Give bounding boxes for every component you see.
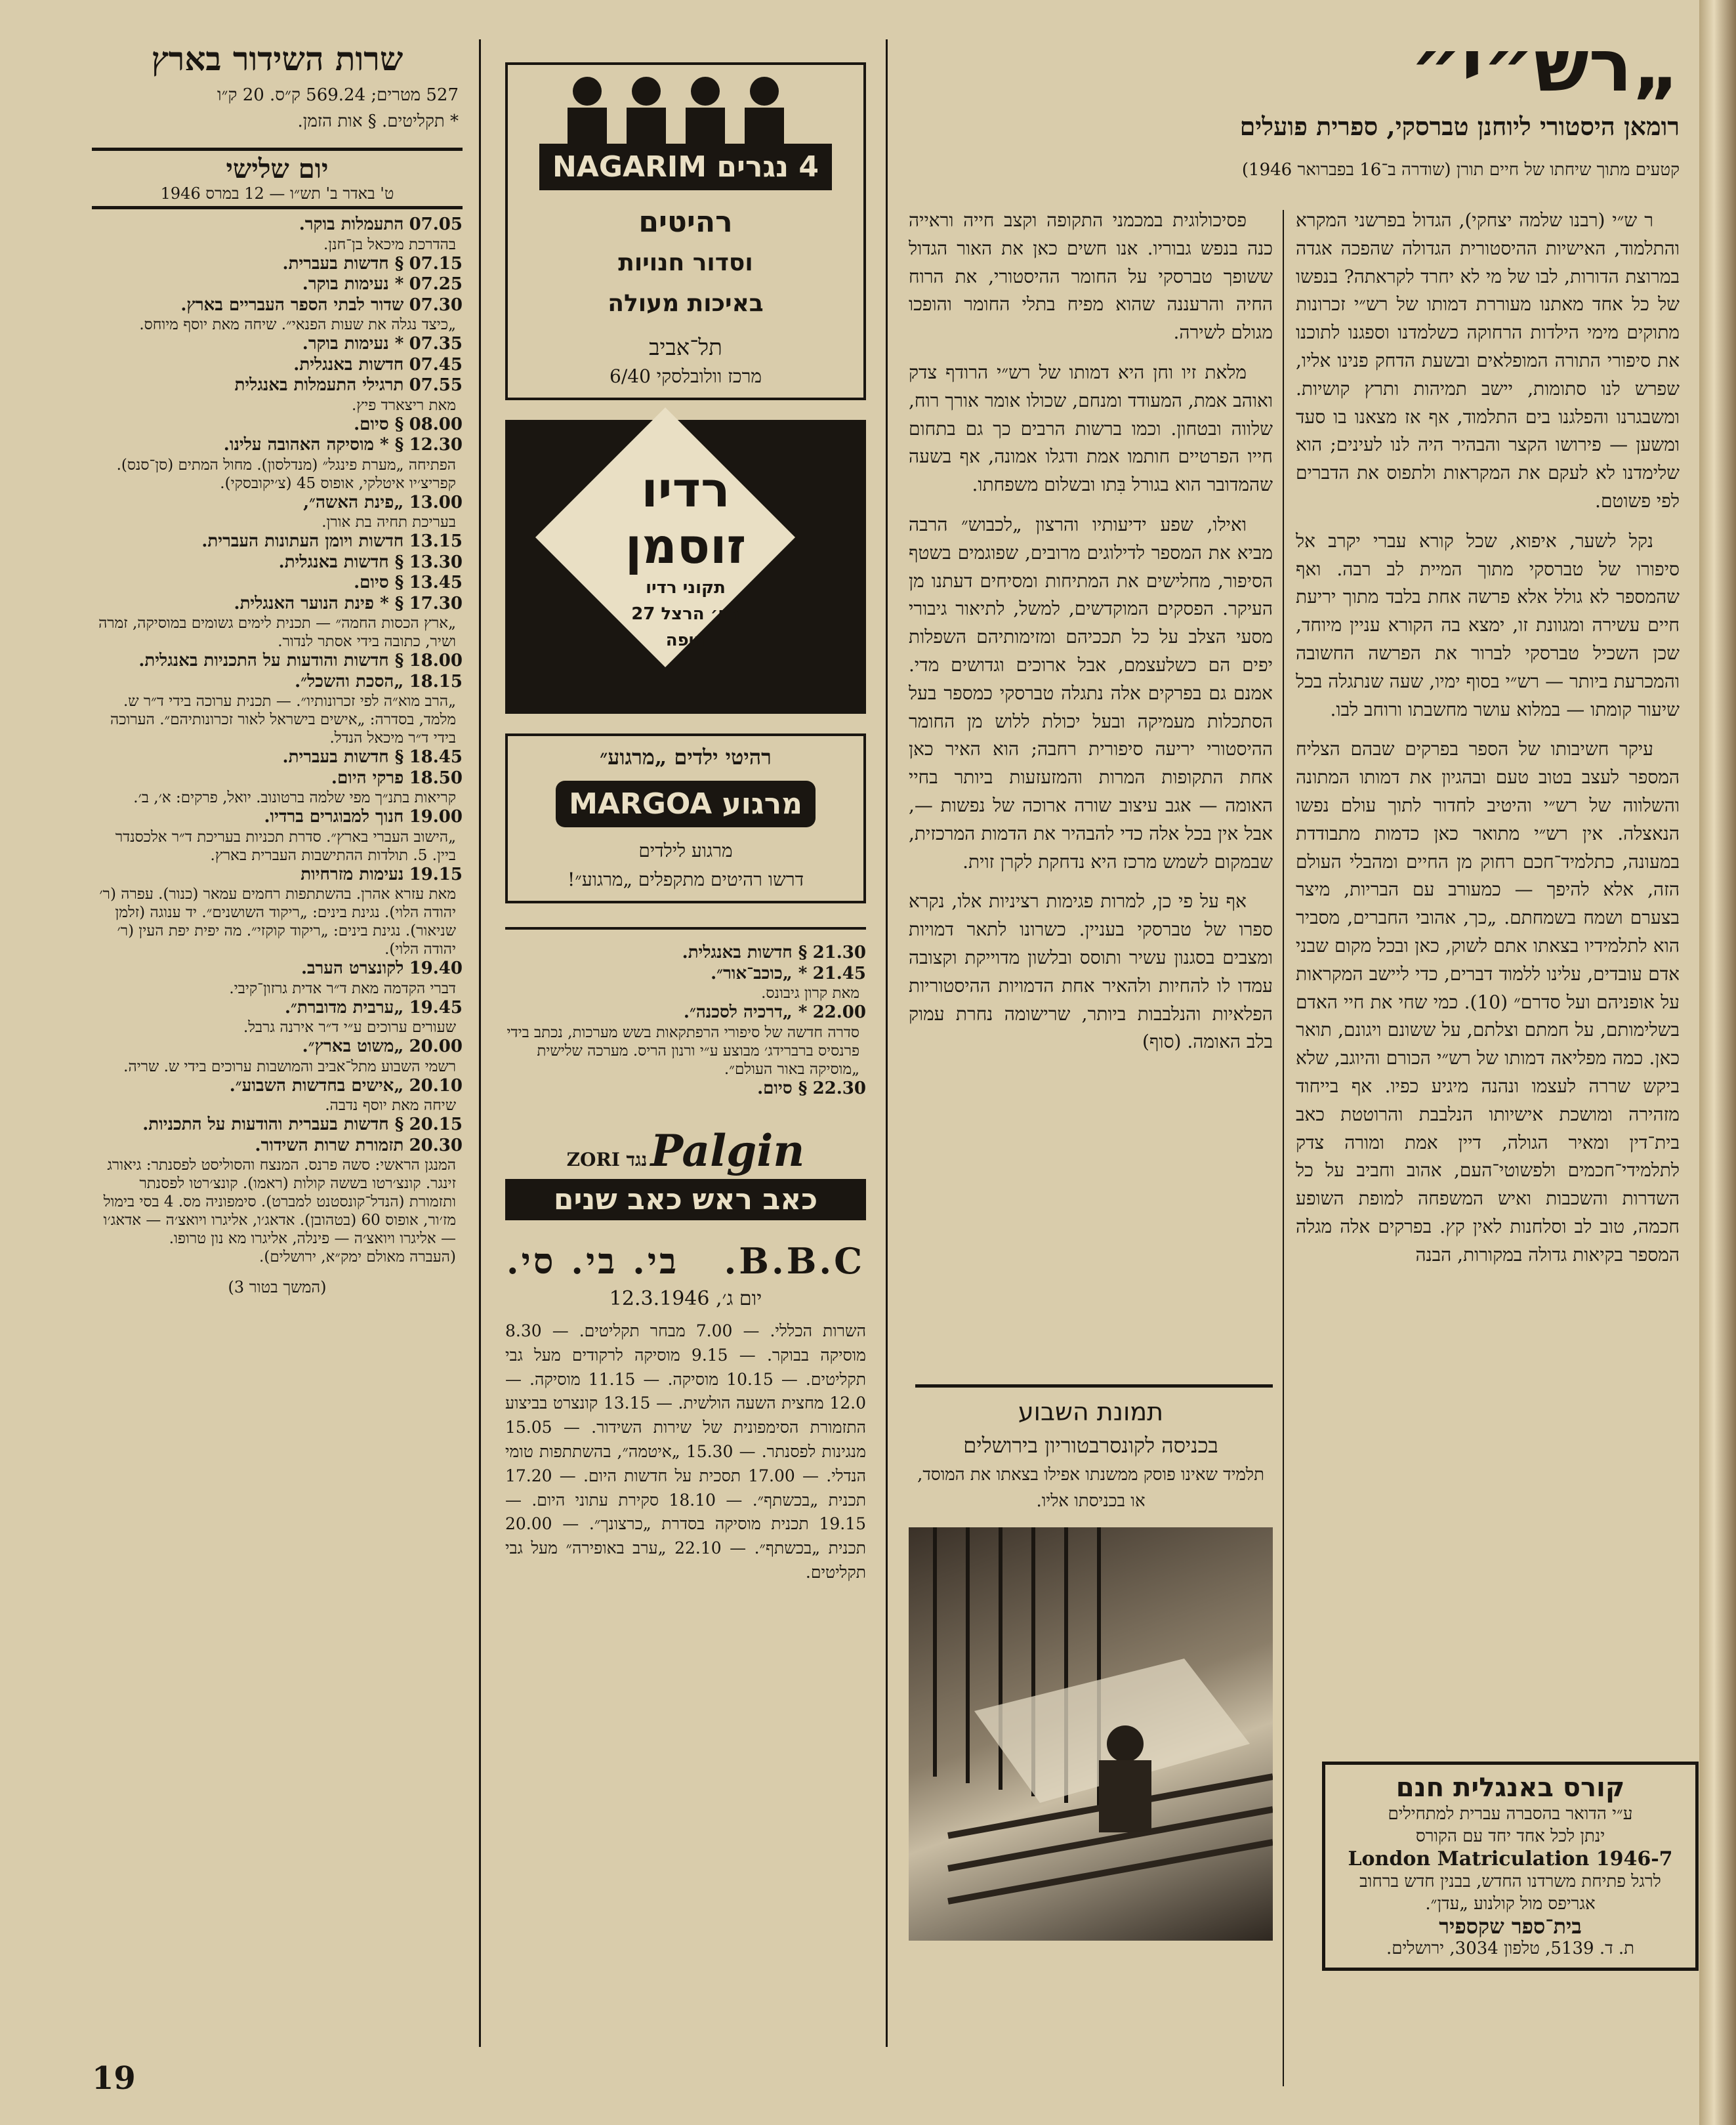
program-title: נעימות מזרחיות xyxy=(300,864,404,884)
program-item xyxy=(92,865,463,959)
photo-caption: תלמיד שאינו פוסק ממשנתו אפילו בצאתו את המוסד, או בכניסתו אליו. xyxy=(917,1465,1264,1511)
program-description: „הישוב העברי בארץ״. סדרת תכניות בעריכת ד״ר אלכסנדר ביין. 5. תולדות ההתישבות העברית בארץ. xyxy=(115,828,456,864)
program-time: 13.00 xyxy=(409,492,463,512)
program-time: 18.15 xyxy=(409,671,463,691)
program-item xyxy=(92,1136,463,1248)
program-time: 07.55 xyxy=(409,375,463,395)
program-title: תרגילי התעמלות באנגלית xyxy=(234,375,404,395)
palgin-brand: Palgin xyxy=(650,1125,805,1176)
radio-shop-line1: רדיו xyxy=(641,462,730,518)
program-time: 18.45 xyxy=(409,747,463,767)
page-binding xyxy=(1699,0,1736,2125)
program-description: קריאות בתנ״ך מפי שלמה ברטונוב. יואל, פרקים: א׳, ב׳. xyxy=(133,789,456,806)
program-item xyxy=(92,531,463,552)
program-time: 20.00 xyxy=(409,1037,463,1056)
program-title: * „כוכב־אור״. xyxy=(711,963,808,983)
course-line3: לרגל פתיחת משרדנו החדש, בבנין חדש ברחוב אגריפס מול קולנוע „עדן״. xyxy=(1359,1872,1661,1914)
photo-caption-title: בכניסה לקונסרבטוריון בירושלים xyxy=(963,1433,1218,1458)
radio-shop-line3: תקוני רדיו xyxy=(646,578,726,598)
program-title: לקונצרט הערב. xyxy=(300,959,404,978)
margoa-tag: דרשו רהיטים מתקפלים „מרגוע״! xyxy=(567,869,804,890)
program-item xyxy=(92,573,463,594)
ads-column xyxy=(505,26,866,2060)
program-title: התעמלות בוקר. xyxy=(299,215,404,234)
program-item xyxy=(92,672,463,748)
staircase-image xyxy=(909,1527,1273,1941)
program-description: הפתיחה „מערת פינגל״ (מנדלסון). מחול המתים (סן־סנס). קפריצ׳יו איטלקי, אופוס 45 (צ׳יקובסקי). xyxy=(116,456,456,492)
article-paragraph: נקל לשער, איפוא, שכל קורא עברי יקרב אל סיפורו של טברסקי מתוך המיית לב רבה. ואף שהמספר לא גולל אלא פרשה אחת בלבד מתוך יריעת חיים עשירה ומגוונת זו, ימצא בה הקורא עניין מיוחד, שכן השכיל טברסקי לברור את הפרשה החשובה והמכרעת ביותר — רש״י בסוף ימיו, שעה שנתגלה בכל שיעור קומתו — במלוא עושר מחשבתו ורוחב לבו. xyxy=(1296,529,1680,720)
program-time: 19.40 xyxy=(409,959,463,978)
program-title: * נעימות בוקר. xyxy=(302,274,404,294)
article-column-right xyxy=(1296,207,1680,1716)
radio-continued-list xyxy=(505,927,866,1099)
program-item xyxy=(92,375,463,415)
program-item xyxy=(92,493,463,532)
program-title: „הסכת והשכל״. xyxy=(295,671,404,691)
program-time: 07.25 xyxy=(409,274,463,294)
program-item xyxy=(92,254,463,275)
page-number: 19 xyxy=(92,2060,136,2097)
program-title: § חדשות בעברית. xyxy=(282,253,404,274)
program-item xyxy=(505,1002,866,1079)
article-paragraph: ואילו, שפע ידיעותיו והרצון „לכבוש״ הרבה מביא את המספר לדילוגים מרובים, שפוגמים בשטף הסיפור, מחלישים את המתיחות ומסיחים דעתנו מן העיקר. הפסקים המוקדשים, למשל, לתיאור גיבורי מסעי הצלב על כל תככיהם ומזימותיהם השפלות יפים הם כשלעצמם, אבל ארוכים וגדושים מדי. אמנם גם בפרקים אלה נתגלה טברסקי כמספר בעל הסתכלות מעמיקה ובעל יכולת ללוש מן החומר ההיסטורי יריעה סיפורית רחבה; הוא האיר כאן אחת התקופות המרות והמזעזעות ביותר בחיי האומה — אגב עיצוב שורה ארוכה של נפשות —, אבל אין בכל אלה כדי להבהיר את הדמות המרכזית, שבמקום לשמש מרכז היא נדחקת לקרן זוית. xyxy=(909,513,1273,873)
ad-english-course xyxy=(1322,1762,1699,1971)
program-time: 22.30 xyxy=(812,1078,866,1098)
nagarim-address: מרכז וולובלסקי 6/40 xyxy=(610,365,762,387)
ad-radio-zussman xyxy=(505,420,866,714)
program-description: מאת קרון גיבונס. xyxy=(761,985,859,1002)
article-paragraph: מלאת זיו וחן היא דמותו של רש״י הרודף צדק ואוהב אמת, המעודד ומנחם, שכולו אומר אורך רוח, שלווה ובטחון. וכמו ברשות הרבים כך גם בתחום חייו הפרטיים חותמו אמת ודגלו אמונה, אף בשעה שהמדובר הוא בגורל בִּתו ובשלום משפחתו. xyxy=(909,361,1273,496)
program-time: 13.30 xyxy=(409,552,463,572)
worker-figures-illustration xyxy=(514,72,857,144)
program-title: * „דרכיה לסכנה״. xyxy=(683,1002,808,1022)
bbc-title-he: בי. בי. סי. xyxy=(506,1240,680,1282)
program-item xyxy=(92,1076,463,1115)
program-description: המנגן הראשי: סשה פרנס. המנצח והסוליסט לפסנתר: גיאורג זינגר. קונצ׳רטו בששה קולות (ראמו). קונצ׳רטו לפסנתר ותזמורת (הנדל־קונסטנט למברט). סימפוניה מס. 4 בסי בימול מז׳ור, אופוס 60 (בטהובן). אדאג׳ו, אליגרו ויואצ׳ה — אדאג׳ו — אליגרו ויואצ׳ה — פינלה, אליגרו מא נון טרופו. xyxy=(103,1157,456,1247)
program-time: 19.00 xyxy=(409,807,463,827)
margoa-logo: מרגוע MARGOA xyxy=(556,781,816,827)
program-description: מאת עזרא אהרן. בהשתתפות רחמים עמאר (כנור). עפרה (ר׳ יהודה הלוי). נגינת בינים: „ריקוד השושנים״. יד ענוגה (זלמן שניאור). נגינת בינים: „ריקוד קוקזי״. מה יפית יפת העין (ר׳ יהודה הלוי). xyxy=(99,886,456,958)
article-meta: קטעים מתוך שיחתו של חיים תורן (שודרה ב־16 בפברואר 1946) xyxy=(1241,160,1680,180)
program-description: „ארץ הכסות החמה״ — תכנית לימים גשומים במוסיקה, זמרה ושיר, כתובה בידי אסתר לנדור. xyxy=(98,615,456,650)
program-time: 18.50 xyxy=(409,768,463,788)
bbc-schedule: השרות הכללי. — 7.00 מבחר תקליטים. — 8.30 מוסיקה בבוקר. — 9.15 מוסיקה לרקודים מעל גבי תקליטים. — 10.15 מוסיקה. — 11.15 מוסיקה. — 12.0 מחצית השעה הולשית. — 13.15 קונצרט בביצוע התזמורת הסימפונית של שירות השידור. — 15.05 מנגינות לפסנתר. — 15.30 „איטמה״, בהשתתפות טומי הנדלי. — 17.00 תסכית על חדשות היום. — 17.20 תכנית „בכשתף״. — 18.10 סקירת עתוני היום. — 19.15 תכנית מוסיקה בסדרת „כרצונך״. — 20.00 תכנית „בכשתף״. — 22.10 „ערב באופירה״ מעל גבי תקליטים. xyxy=(505,1321,866,1582)
bbc-heading xyxy=(505,1240,866,1282)
radio-schedule-column xyxy=(92,26,463,2060)
article-paragraph: ר ש״י (רבנו שלמה יצחקי), הגדול בפרשני המקרא והתלמוד, האישיות ההיסטורית הגדולה שהפכה אגדה במרוצת הדורות, לבו של מי לא יחרד לקראתה? בנפשו של כל אחד מאתנו מעוררת דמותו של רש״י זכרונות מתוקים מימי הילדות הרחוקה כשלמדנו וספגנו לתוכנו את סיפורי התורה המופלאים ובשעת הדחק פנינו אליו, שפרש לנו סתומות, יישב תמיהות ותרץ קושיות. ומשבגרנו והפלגנו בים התלמוד, אף אז מצאנו בו סעד ומשען — פירושו הקצר והבהיר היה לנו לעינים; הוא שלימדנו לא לעקם את המקראות ולתפוס את הדברים לפי פשוטם. xyxy=(1296,209,1680,512)
nagarim-line1: רהיטים xyxy=(638,205,733,239)
program-time: 21.30 xyxy=(812,943,866,962)
program-title: „ערבית מדוברת״. xyxy=(284,997,404,1018)
carpenters-icon xyxy=(522,72,850,144)
program-time: 12.30 xyxy=(409,435,463,455)
course-line2: ינתן לכל אחד יחד עם הקורס xyxy=(1415,1826,1605,1846)
program-title: חנוך למבוגרים ברדיו. xyxy=(264,807,404,827)
course-line1: ע״י הדואר בהסברה עברית למתחילים xyxy=(1388,1804,1633,1824)
program-description: בהדרכת מיכאל בן־חנן. xyxy=(323,236,456,253)
program-title: חדשות באנגלית. xyxy=(293,354,404,375)
program-time: 19.45 xyxy=(409,997,463,1018)
course-matriculation: London Matriculation 1946-7 xyxy=(1348,1847,1673,1870)
radio-legend: * תקליטים. § אות הזמן. xyxy=(297,112,459,131)
program-item xyxy=(505,943,866,964)
program-time: 22.00 xyxy=(812,1002,866,1022)
program-title: § חדשות והודעות על התכניות באנגלית. xyxy=(138,651,404,671)
program-description: (העברה מאולם ימק״א, ירושלים). xyxy=(259,1248,456,1266)
program-title: § חדשות בעברית. xyxy=(282,747,404,767)
program-description: סדרה חדשה של סיפורי הרפתקאות בשש מערכות, נכתב בידי פרנסיס ברברידג׳ מבוצע ע״י ורנון הריס. מערכה שלישית „מוסיקה באור העולם״. xyxy=(506,1023,859,1078)
program-description: „כיצד נגלה את שעות הפנאי״. שיחה מאת יוסף מיוחס. xyxy=(139,316,456,333)
program-item xyxy=(92,334,463,355)
article-paragraph: פסיכולוגית במכמני התקופה וקצב חייה וראייה כנה בנפש גבוריו. אנו חשים כאן את האור הגדול ששופך טברסקי על החומר ההיסטורי, את הרוח החיה והרעננה שהוא מפיח בתלי החומר והופכו מגולם לשירה. xyxy=(909,209,1273,344)
program-item xyxy=(92,355,463,376)
column-rule xyxy=(886,39,888,2047)
nagarim-line3: באיכות מעולה xyxy=(608,290,764,317)
day-header xyxy=(92,148,463,209)
nagarim-line2: וסדור חנויות xyxy=(618,249,753,276)
program-time: 08.00 xyxy=(409,414,463,434)
photo-of-the-week xyxy=(909,1384,1273,1941)
program-title: § סיום. xyxy=(354,414,404,434)
article-subtitle: רומאן היסטורי ליוחנן טברסקי, ספרית פועלים xyxy=(1239,112,1680,141)
program-title: פרקי היום. xyxy=(331,768,404,788)
program-item xyxy=(92,415,463,436)
bbc-title-en: B.B.C. xyxy=(724,1240,865,1282)
program-time: 07.35 xyxy=(409,334,463,354)
program-item xyxy=(92,651,463,672)
program-description: דברי הקדמה מאת ד״ר אדית גרזון־קיבי. xyxy=(229,980,456,997)
day-name: יום שלישי xyxy=(226,154,329,184)
program-description: שיחה מאת יוסף נדבה. xyxy=(325,1097,456,1114)
program-title: § * פינת הנוער האנגלית. xyxy=(234,593,404,613)
program-time: 17.30 xyxy=(409,593,463,613)
ad-margoa xyxy=(505,733,866,903)
program-time: 13.45 xyxy=(409,573,463,592)
course-school: בית־ספר שקספיר xyxy=(1439,1914,1582,1939)
continued-note: (המשך בטור 3) xyxy=(228,1278,327,1296)
program-item xyxy=(92,768,463,808)
day-date: ט' באדר ב' תש״ו — 12 במרס 1946 xyxy=(160,184,394,203)
ad-palgin xyxy=(505,1125,866,1220)
program-item xyxy=(92,552,463,573)
program-item xyxy=(92,594,463,651)
program-time: 20.15 xyxy=(409,1115,463,1134)
program-time: 20.10 xyxy=(409,1075,463,1096)
radio-title: שרות השידור בארץ xyxy=(151,39,403,78)
program-time: 07.05 xyxy=(409,215,463,234)
program-time: 07.30 xyxy=(409,295,463,315)
article-paragraph: עיקר חשיבותו של הספר בפרקים שבהם הצליח המספר לעצב בטוב טעם ובהגיון את דמותו המתונה והשלווה של רש״י והיטיב לחדור לתוך עולם נפשו הנאצלה. אין רש״י מתואר כאן כדמות מתבודדת במעונה, כתלמיד־חכם רחוק מן החיים ומהבלי העולם הזה, אלא להיפך — כמעורב עם הבריות, מיצר בצערם ושמח בשמחתם. „כך, אהובי החברים, מסביר הוא לתלמידיו בצאתו אתם לשוק, כאן ובכל מקום שבני אדם עובדים, עלינו ללמוד דברים, כדי ליישב המקראות על אופניהם ועל סדרם״ (10). כמי שחי את חיי האדם בשלימותם, על חמתם וצלתם, על ששונם ויגונם, תואר כאן. כמה מפליאה דמותו של רש״י הכורם והיוגב, שלא ביקש שררה לעצמו ונהנה מיגיע כפיו. אף בייחוד מזהירה ומושכת אישיותו הנלבבת והרוטטת כאב בית־דין ומאיר הגולה, דיין אמת ומורה צדק לתלמידי־חכמים ולפשוטי־העם, אהוב וחביב על כל השדרות והשכבות ואיש המשפחה למופת השופע חכמה, טוב לב וסלחנות לאין קץ. בפרקים אלה מגלה המספר בקיאות גדולה במקורות, הבנה xyxy=(1296,738,1680,1266)
program-title: „משוט בארץ״. xyxy=(302,1037,404,1056)
program-title: תזמורת שרות השידור. xyxy=(255,1135,404,1155)
program-title: § חדשות באנגלית. xyxy=(682,943,808,962)
staircase-photo xyxy=(909,1527,1273,1941)
program-title: § חדשות באנגלית. xyxy=(278,552,404,572)
program-time: 21.45 xyxy=(812,963,866,983)
program-item xyxy=(92,959,463,998)
article-title: „רש״י״ xyxy=(1410,24,1680,108)
program-item xyxy=(92,295,463,335)
program-description: „הרב מוא״ה לפי זכרונותיו״. — תכנית ערוכה בידי ד״ר ש. מלמד, בסדרה: „אישים בישראל לאור זכרונותיהם״. הערוכה בידי ד״ר מיכאל הנדל. xyxy=(110,693,456,747)
radio-shop-line2: זוסמן xyxy=(625,518,747,575)
program-item xyxy=(92,998,463,1037)
program-time: 07.45 xyxy=(409,354,463,375)
program-item xyxy=(505,1079,866,1100)
program-item xyxy=(92,747,463,768)
article-column-middle xyxy=(909,207,1273,1374)
margoa-head: רהיטי ילדים „מרגוע״ xyxy=(600,745,772,770)
course-heading: קורס באנגלית חנם xyxy=(1395,1773,1625,1803)
program-description: רשמי השבוע מתל־אביב והמושבות ערוכים בידי ש. שריה. xyxy=(123,1058,456,1075)
program-time: 13.15 xyxy=(409,531,463,551)
program-item xyxy=(92,215,463,254)
program-time: 20.30 xyxy=(409,1135,463,1155)
program-title: § חדשות בעברית והודעות על התכניות. xyxy=(142,1115,404,1134)
program-description: שעורים ערוכים ע״י ד״ר אירנה גרבל. xyxy=(243,1019,456,1036)
program-item xyxy=(92,274,463,295)
program-title: § * מוסיקה האהובה עלינו. xyxy=(223,435,404,455)
program-title: שדור לבתי הספר העבריים בארץ. xyxy=(180,295,404,315)
program-item xyxy=(505,964,866,1003)
palgin-slogan: כאב ראש כאב שנים xyxy=(505,1179,866,1220)
radio-frequency: 527 מטרים; 569.24 ק״ס. 20 ק״ו xyxy=(217,85,459,105)
program-description: מאת ריצארד פיץ. xyxy=(351,396,456,414)
program-title: חדשות ויומן העתונות העברית. xyxy=(201,531,404,551)
program-time: 19.15 xyxy=(409,864,463,884)
program-title: § סיום. xyxy=(354,573,404,592)
program-item xyxy=(92,1115,463,1136)
article-header xyxy=(905,26,1680,180)
program-title: „פינת האשה״, xyxy=(303,492,404,512)
program-time: 18.00 xyxy=(409,651,463,671)
program-item xyxy=(92,1037,463,1076)
nagarim-logo: 4 נגרים NAGARIM xyxy=(539,144,832,190)
radio-shop-line4: רח׳ הרצל 27 xyxy=(631,604,740,624)
bbc-date: יום ג׳, 12.3.1946 xyxy=(609,1287,762,1310)
article-paragraph: אף על פי כן, למרות פגימות רציניות אלו, נקרא ספרו של טברסקי בעניין. כשרונו לתאר דמויות ומצבים בסגנון עשיר ותוסס ובלשון מדוייקת וקצובה עמדו לו להחיות ולהאיר אחת הדמויות ההיסטוריות הפלאיות והנלבבות ביותר, שרישומה נחרת עמוק בלב האומה. (סוף) xyxy=(909,890,1273,1053)
program-title: * נעימות בוקר. xyxy=(302,334,404,354)
program-time: 07.15 xyxy=(409,253,463,274)
program-description: בעריכת תחיה בת אורן. xyxy=(321,514,456,531)
program-item xyxy=(92,1248,463,1266)
program-title: § סיום. xyxy=(757,1078,808,1098)
photo-heading: תמונת השבוע xyxy=(1018,1397,1164,1426)
program-item xyxy=(92,807,463,865)
palgin-tag: נגד ZORI xyxy=(566,1149,648,1170)
radio-shop-line5: חיפה xyxy=(665,630,706,650)
nagarim-city: תל־אביב xyxy=(649,335,722,361)
column-rule xyxy=(479,39,481,2047)
program-item xyxy=(92,435,463,493)
program-title: „אישים בחדשות השבוע״. xyxy=(229,1075,404,1096)
ad-nagarim xyxy=(505,62,866,400)
margoa-sub: מרגוע לילדים xyxy=(638,840,733,861)
course-address: ת. ד. 5139, טלפון 3034, ירושלים. xyxy=(1386,1939,1634,1958)
column-rule xyxy=(1283,210,1284,2086)
program-list xyxy=(92,215,463,1266)
